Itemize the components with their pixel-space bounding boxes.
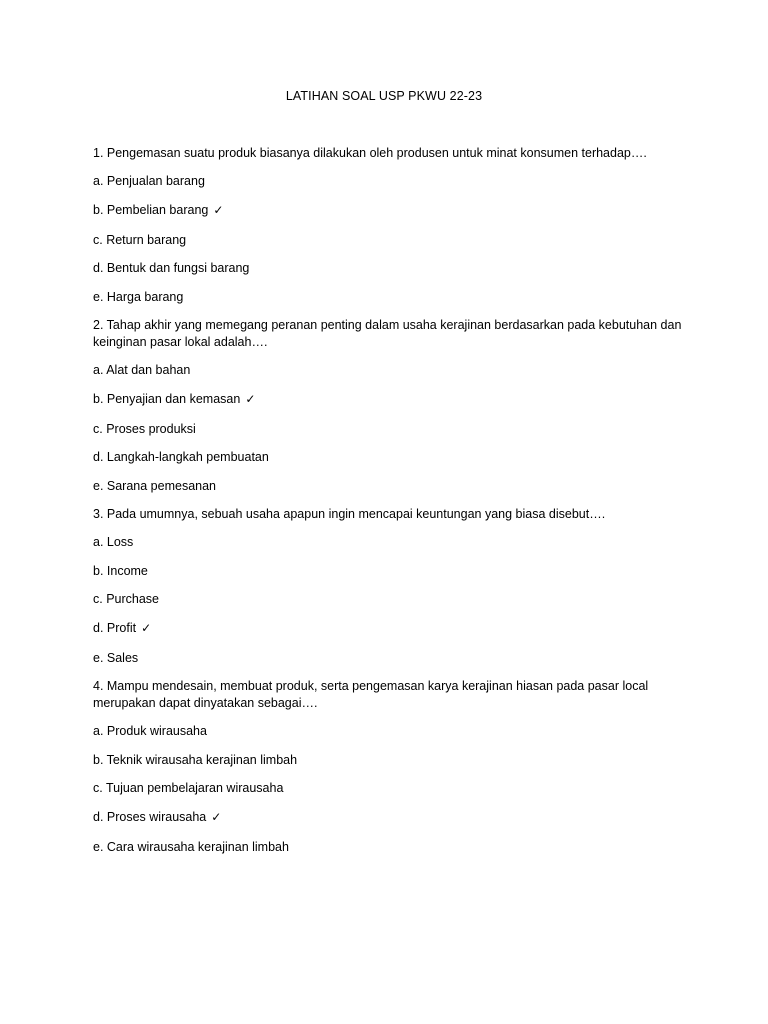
answer-option-label: b. Pembelian barang <box>93 202 209 217</box>
question-block <box>93 506 683 667</box>
question-text: 2. Tahap akhir yang memegang peranan penting dalam usaha kerajinan berdasarkan pada kebutuhan dan keinginan pasar lokal adalah…. <box>93 318 682 349</box>
answer-option <box>93 449 683 466</box>
answer-option-label: e. Sarana pemesanan <box>93 478 217 493</box>
check-mark-icon: ✓ <box>245 391 256 406</box>
answer-option <box>93 289 683 306</box>
answer-option-label: c. Return barang <box>93 232 187 247</box>
answer-option <box>93 421 683 438</box>
question-list <box>93 145 683 867</box>
answer-option-label: e. Harga barang <box>93 289 184 304</box>
question-text: 1. Pengemasan suatu produk biasanya dilakukan oleh produsen untuk minat konsumen terhadap…. <box>93 146 647 160</box>
answer-option <box>93 232 683 249</box>
answer-option <box>93 752 683 769</box>
question-block <box>93 317 683 495</box>
answer-option <box>93 202 683 219</box>
answer-option <box>93 723 683 740</box>
answer-option <box>93 478 683 495</box>
answer-option <box>93 391 683 408</box>
check-mark-icon: ✓ <box>213 202 224 217</box>
answer-option-label: d. Bentuk dan fungsi barang <box>93 261 250 275</box>
check-mark-icon: ✓ <box>141 620 152 635</box>
answer-option-label: b. Teknik wirausaha kerajinan limbah <box>93 752 298 767</box>
answer-option <box>93 534 683 551</box>
answer-option <box>93 260 683 277</box>
answer-option-label: b. Penyajian dan kemasan <box>93 391 241 406</box>
answer-option-label: c. Proses produksi <box>93 421 196 436</box>
answer-option-label: d. Langkah-langkah pembuatan <box>93 450 269 464</box>
question-text: 3. Pada umumnya, sebuah usaha apapun ingin mencapai keuntungan yang biasa disebut…. <box>93 507 606 521</box>
answer-option <box>93 591 683 608</box>
answer-option <box>93 173 683 190</box>
answer-option-label: b. Income <box>93 563 148 578</box>
answer-option <box>93 620 683 637</box>
answer-option-label: c. Tujuan pembelajaran wirausaha <box>93 781 284 795</box>
answer-option-label: d. Profit <box>93 620 137 635</box>
answer-option-label: e. Sales <box>93 650 139 665</box>
answer-option <box>93 839 683 856</box>
answer-option-label: e. Cara wirausaha kerajinan limbah <box>93 839 289 854</box>
answer-option-label: a. Penjualan barang <box>93 174 205 188</box>
answer-option <box>93 809 683 826</box>
answer-option <box>93 362 683 379</box>
question-text: 4. Mampu mendesain, membuat produk, serta pengemasan karya kerajinan hiasan pada pasar local merupakan dapat dinyatakan sebagai…. <box>93 679 649 710</box>
check-mark-icon: ✓ <box>211 809 222 824</box>
answer-option-label: a. Loss <box>93 535 134 549</box>
answer-option-label: c. Purchase <box>93 592 160 606</box>
answer-option <box>93 780 683 797</box>
answer-option <box>93 563 683 580</box>
answer-option-label: d. Proses wirausaha <box>93 809 207 824</box>
page-title: LATIHAN SOAL USP PKWU 22-23 <box>285 89 483 103</box>
answer-option-label: a. Alat dan bahan <box>93 363 191 377</box>
answer-option <box>93 650 683 667</box>
question-block <box>93 678 683 856</box>
answer-option-label: a. Produk wirausaha <box>93 724 207 738</box>
question-block <box>93 145 683 306</box>
